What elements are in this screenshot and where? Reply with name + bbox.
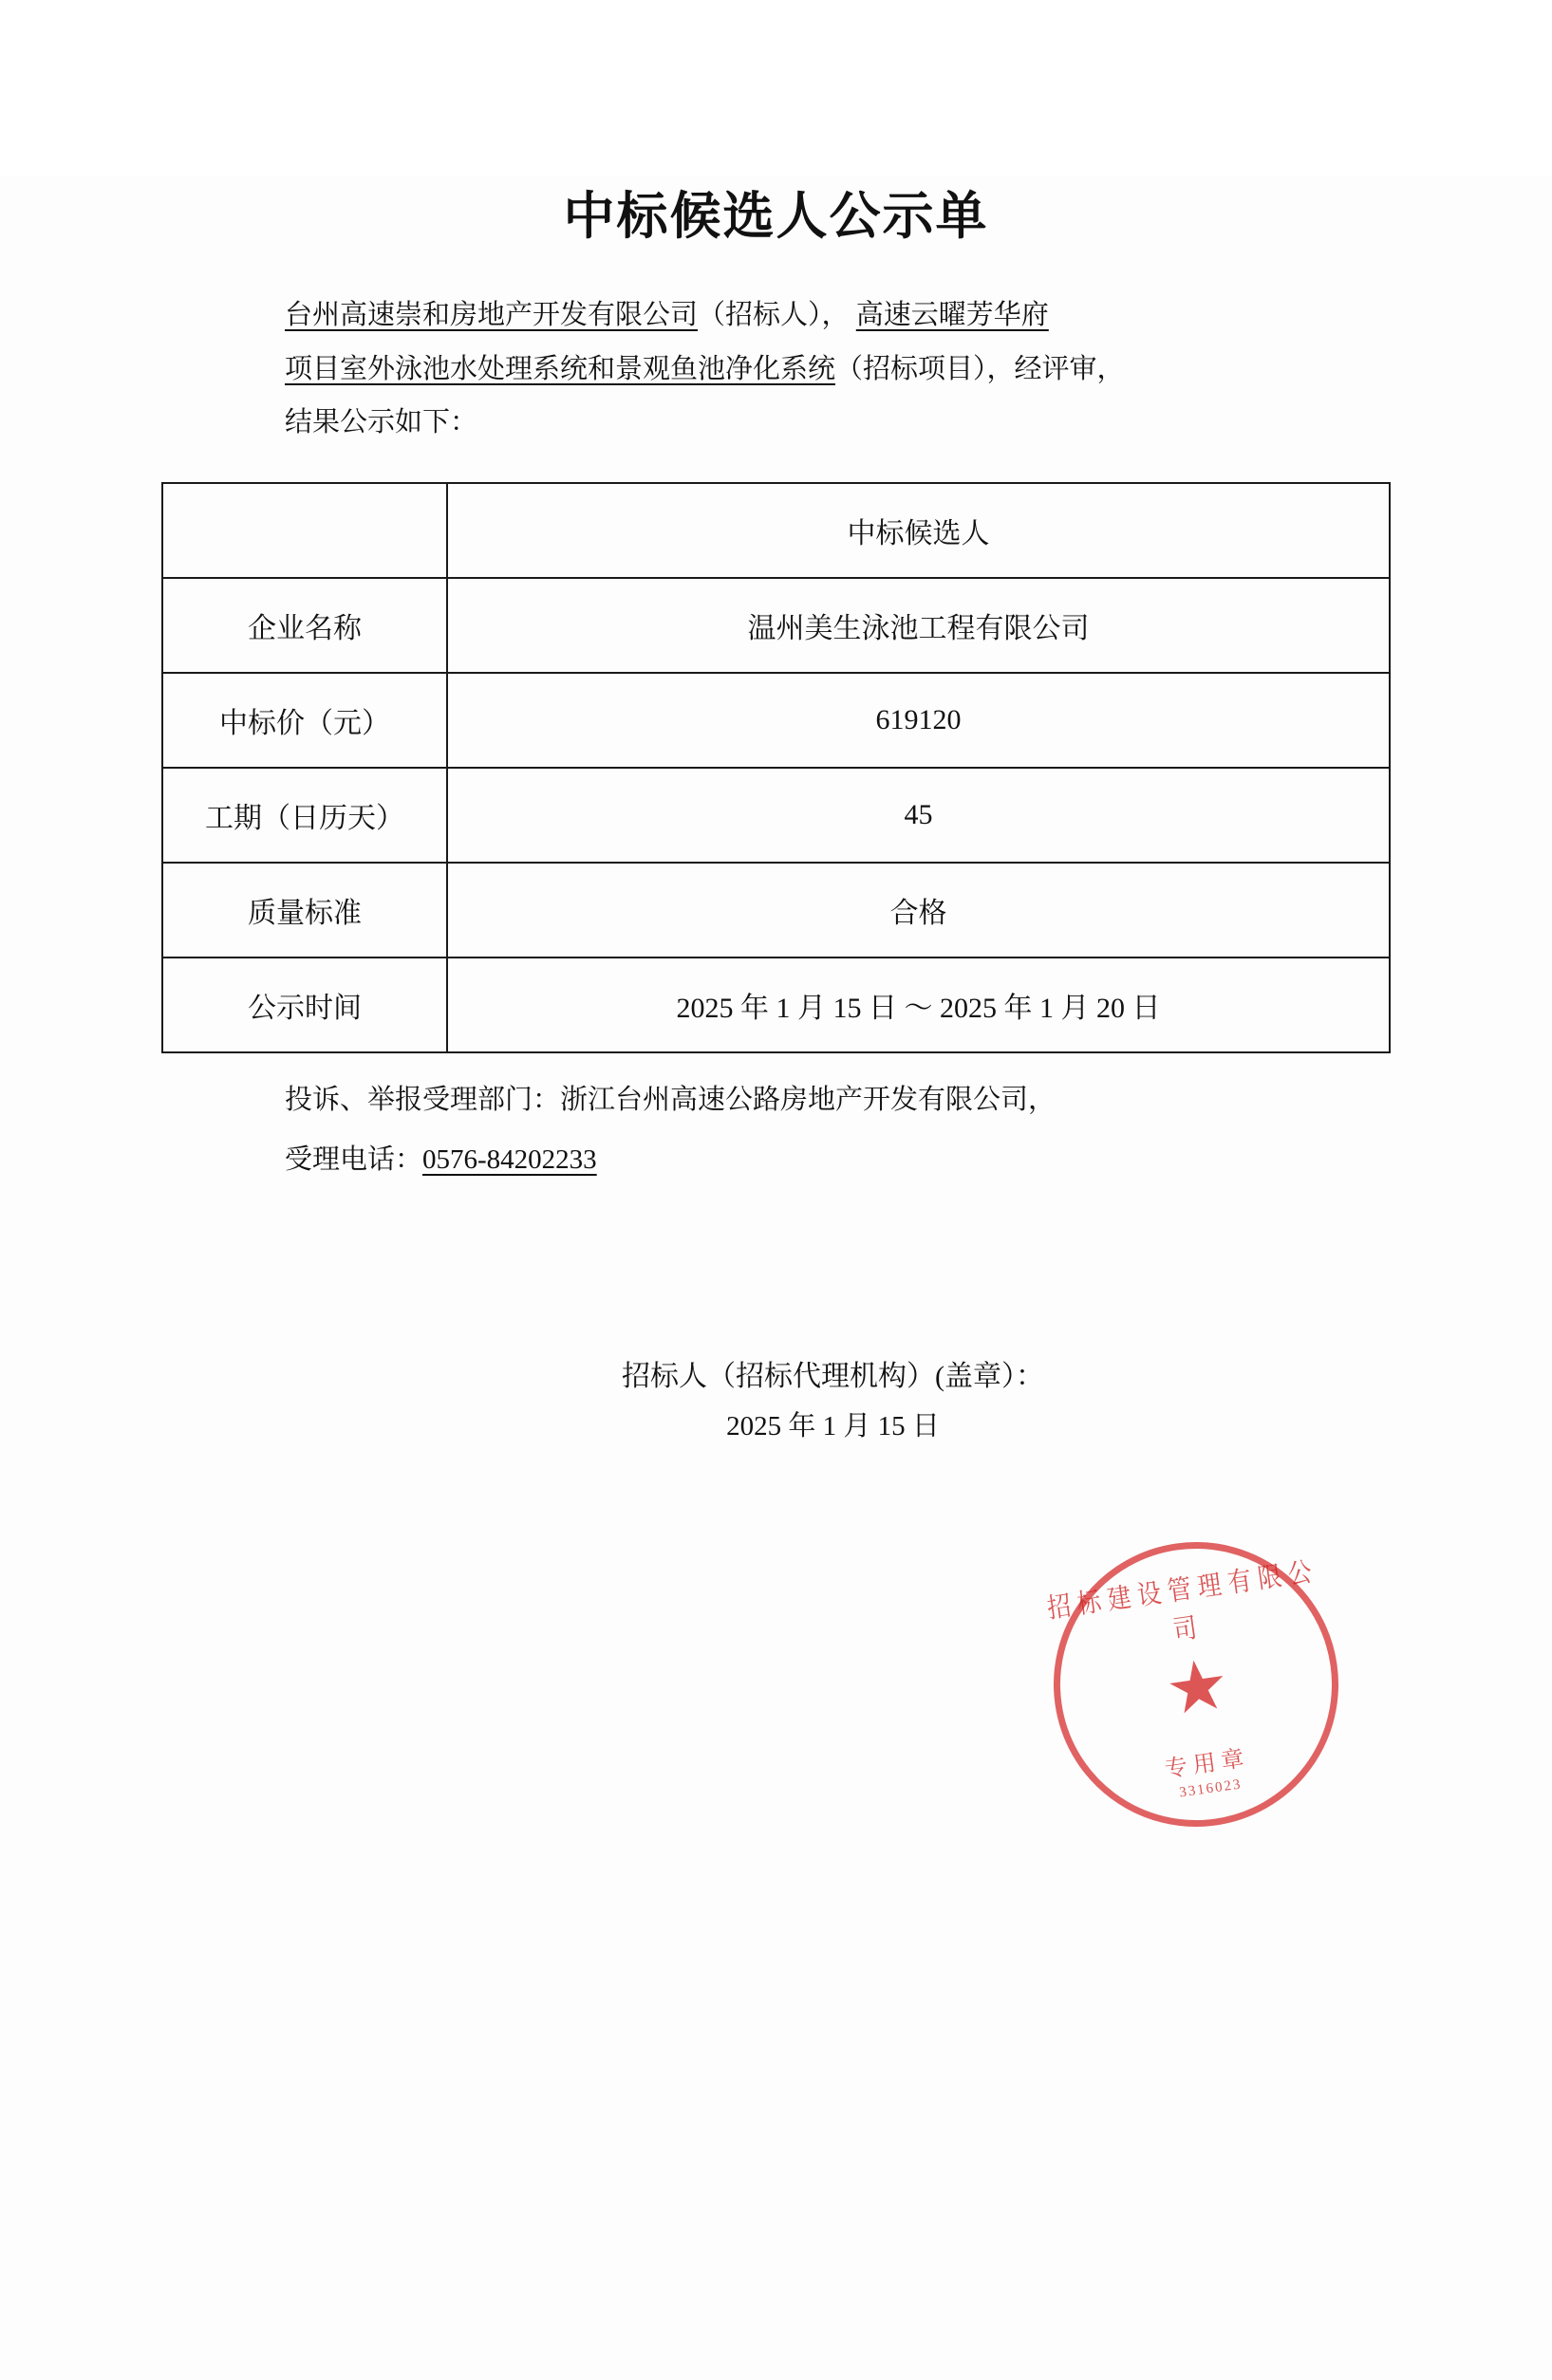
complaint-department-line: 投诉、举报受理部门：浙江台州高速公路房地产开发有限公司，: [285, 1084, 1056, 1115]
seal-star-icon: ★: [1160, 1645, 1235, 1732]
row-label-period: 公示时间: [162, 958, 447, 1052]
table-row: [162, 578, 1390, 673]
intro-line-1-paren: （招标人），: [698, 300, 850, 330]
row-value-company: 温州美生泳池工程有限公司: [447, 578, 1390, 673]
seal-top-text: 招标建设管理有限公司: [1045, 1556, 1320, 1646]
intro-line-1: [285, 288, 1357, 343]
intro-paragraph: [0, 288, 1552, 450]
intro-line-2: [285, 343, 1357, 397]
official-seal-icon: [1045, 1542, 1357, 1846]
phone-label: 受理电话：: [285, 1144, 423, 1176]
table-header-blank: [162, 483, 447, 578]
row-value-duration: 45: [447, 768, 1390, 863]
row-value-quality: 合格: [447, 863, 1390, 958]
row-label-quality: 质量标准: [162, 863, 447, 958]
project-name-part2: 项目室外泳池水处理系统和景观鱼池净化系统: [285, 353, 836, 384]
seal-code-text: 3316023: [1178, 1776, 1243, 1801]
intro-line-2-rest: （招标项目），经评审，: [835, 353, 1125, 384]
project-name-part1: 高速云曜芳华府: [855, 300, 1049, 330]
signature-block: [0, 1352, 1552, 1450]
table-row: [162, 863, 1390, 958]
row-label-duration: 工期（日历天）: [162, 768, 447, 863]
row-label-company: 企业名称: [162, 578, 447, 673]
row-value-price: 619120: [447, 673, 1390, 768]
row-label-price: 中标价（元）: [162, 673, 447, 768]
table-row: [162, 673, 1390, 768]
phone-line: [285, 1130, 1362, 1191]
table-row: [162, 958, 1390, 1052]
tenderer-name: 台州高速崇和房地产开发有限公司: [285, 300, 699, 330]
intro-line-3: 结果公示如下：: [285, 407, 478, 438]
seal-ring: [1036, 1524, 1357, 1846]
signature-date: 2025 年 1 月 15 日: [726, 1410, 940, 1441]
table-header-row: [162, 483, 1390, 578]
page-title: 中标候选人公示单: [563, 188, 989, 245]
table-header-main: 中标候选人: [447, 483, 1390, 578]
document-page: [0, 176, 1552, 2380]
seal-bottom-text: 专用章: [1163, 1746, 1252, 1783]
phone-number: 0576-84202233: [422, 1144, 597, 1176]
row-value-period: 2025 年 1 月 15 日 ～ 2025 年 1 月 20 日: [447, 958, 1390, 1052]
signature-line: 招标人（招标代理机构）(盖章）：: [622, 1361, 1044, 1393]
table-row: [162, 768, 1390, 863]
result-table: [161, 482, 1391, 1053]
footer-contact: [0, 1070, 1552, 1192]
